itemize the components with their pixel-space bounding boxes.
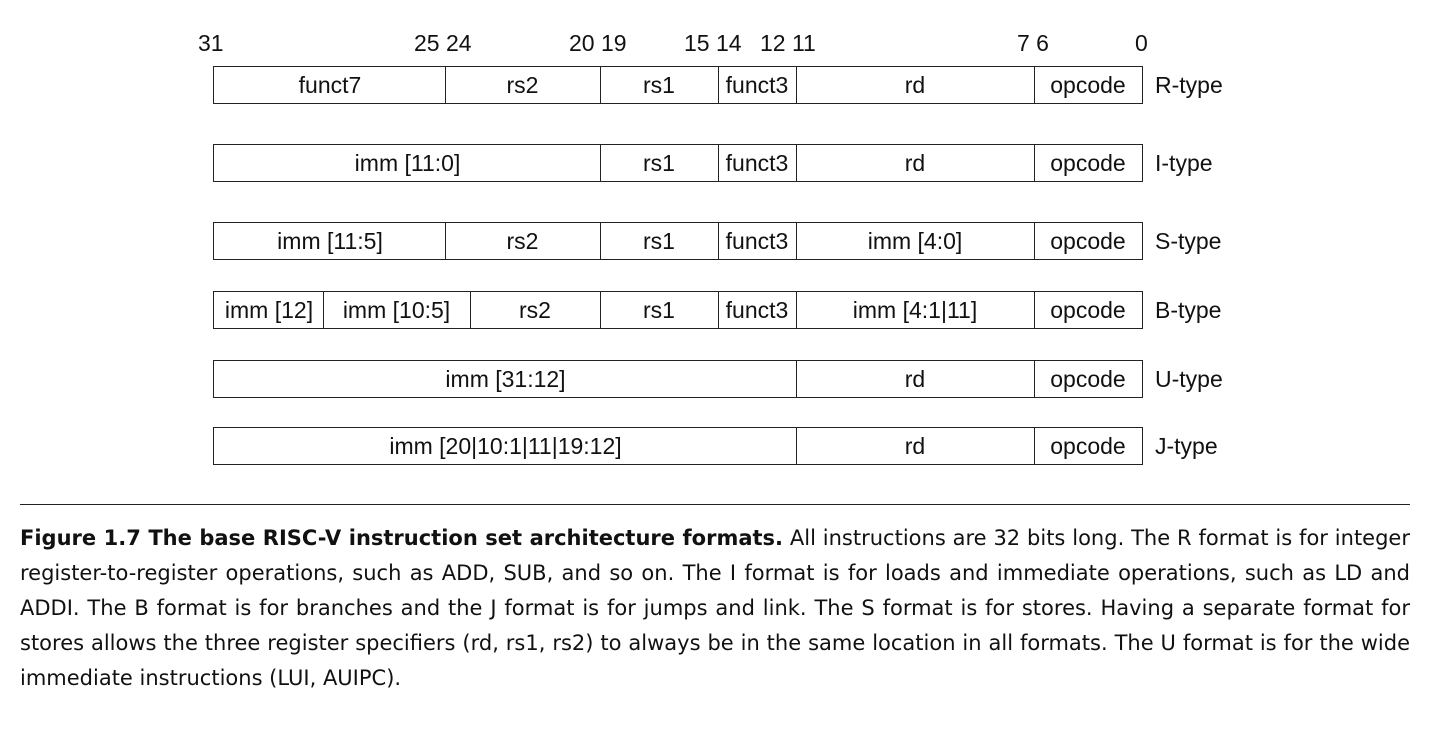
format-row-u-type (0, 360, 1442, 398)
field-rs2: rs2 (445, 222, 601, 260)
field-immediate: imm [20|10:1|11|19:12] (213, 427, 798, 465)
field-funct3: funct3 (718, 291, 797, 329)
field-opcode: opcode (1034, 222, 1143, 260)
field-funct3: funct3 (718, 222, 797, 260)
field-opcode: opcode (1034, 66, 1143, 104)
bit-position-label: 15 14 (684, 30, 742, 56)
field-immediate: imm [10:5] (323, 291, 471, 329)
bit-position-label: 25 24 (414, 30, 472, 56)
field-opcode: opcode (1034, 144, 1143, 182)
field-immediate: imm [4:1|11] (796, 291, 1035, 329)
format-row-j-type (0, 427, 1442, 465)
figure-caption (20, 521, 1410, 696)
field-rd: rd (796, 66, 1035, 104)
field-rs1: rs1 (600, 222, 719, 260)
format-type-label: S-type (1155, 227, 1222, 254)
format-type-label: U-type (1155, 365, 1223, 392)
field-rd: rd (796, 144, 1035, 182)
field-opcode: opcode (1034, 427, 1143, 465)
field-rs1: rs1 (600, 144, 719, 182)
format-row-r-type (0, 66, 1442, 104)
field-immediate: imm [11:0] (213, 144, 602, 182)
field-rs1: rs1 (600, 66, 719, 104)
field-opcode: opcode (1034, 360, 1143, 398)
format-row-b-type (0, 291, 1442, 329)
field-immediate: imm [4:0] (796, 222, 1035, 260)
field-immediate: imm [12] (213, 291, 325, 329)
bit-position-label: 12 11 (760, 30, 816, 56)
field-immediate: imm [11:5] (213, 222, 447, 260)
format-row-i-type (0, 144, 1442, 182)
field-immediate: imm [31:12] (213, 360, 798, 398)
caption-body: All instructions are 32 bits long. The R format is for integer register-to-register operations, such as ADD, SUB, and so on. The I format is for loads and immediate operations, such as LD and ADDI. The B format is for branches and the J format is for jumps and link. The S format is for stores. Having a separate format for stores allows the three register specifiers (rd, rs1, rs2) to always be in the same location in all formats. The U format is for the wide immediate instructions (LUI, AUIPC). (20, 526, 1410, 690)
field-rd: rd (796, 360, 1035, 398)
field-rs1: rs1 (600, 291, 719, 329)
caption-lead: Figure 1.7 The base RISC-V instruction set architecture formats. (20, 526, 784, 550)
bit-position-label: 0 (1135, 30, 1148, 56)
bit-position-label: 31 (198, 30, 224, 56)
format-type-label: I-type (1155, 149, 1213, 176)
field-rs2: rs2 (470, 291, 601, 329)
format-type-label: J-type (1155, 432, 1218, 459)
bit-position-label: 7 6 (1017, 30, 1049, 56)
bit-position-label: 20 19 (569, 30, 627, 56)
format-row-s-type (0, 222, 1442, 260)
format-type-label: R-type (1155, 71, 1223, 98)
field-funct3: funct3 (718, 144, 797, 182)
field-rs2: rs2 (445, 66, 601, 104)
format-type-label: B-type (1155, 296, 1222, 323)
field-rd: rd (796, 427, 1035, 465)
field-funct7: funct7 (213, 66, 447, 104)
caption-divider (20, 504, 1410, 505)
field-funct3: funct3 (718, 66, 797, 104)
field-opcode: opcode (1034, 291, 1143, 329)
